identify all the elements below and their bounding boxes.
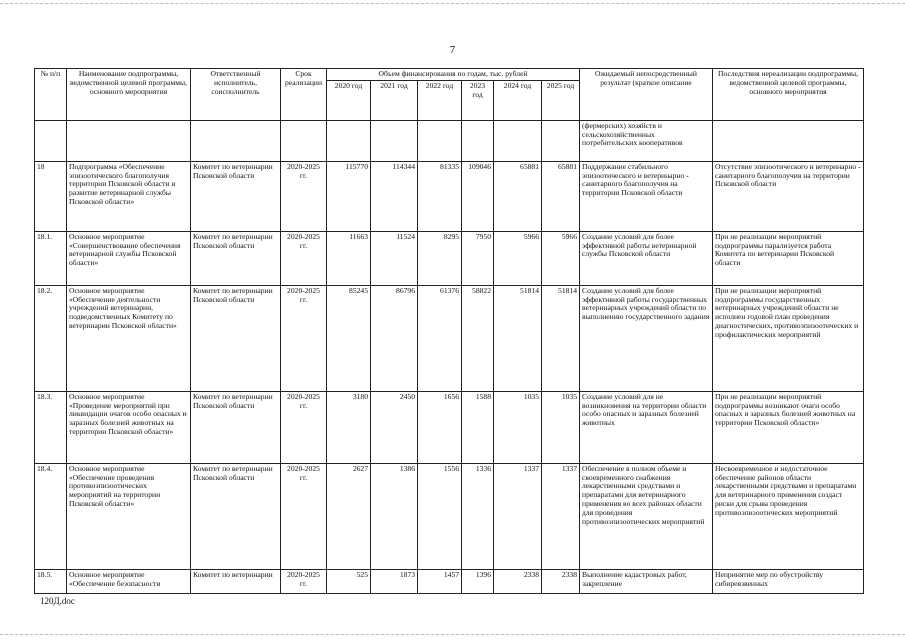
table-row-18-5 bbox=[35, 569, 864, 593]
header-year-2023: 2023 год bbox=[462, 80, 494, 120]
cell-executor: Комитет по ветеринарии Псковской области bbox=[191, 391, 281, 463]
cell-executor: Комитет по ветеринарии bbox=[191, 569, 281, 593]
cell-consequences bbox=[713, 120, 864, 161]
cell-value-2020: 85245 bbox=[327, 285, 371, 391]
cell-term: 2020-2025 гг. bbox=[281, 463, 327, 569]
cell-value-2023: 1336 bbox=[462, 463, 494, 569]
cell-term: 2020-2025 гг. bbox=[281, 391, 327, 463]
cell-consequences: При не реализации мероприятий подпрограммы парализуется работа Комитета по ветеринарии Псковской области bbox=[713, 231, 864, 285]
cell-term: 2020-2025 гг. bbox=[281, 569, 327, 593]
cell-name: Основное мероприятие «Проведение мероприятий при ликвидации очагов особо опасных и заразных болезней животных на территории Псковской области» bbox=[67, 391, 191, 463]
cell-num: 18.3. bbox=[35, 391, 67, 463]
cell-value-2025 bbox=[542, 120, 580, 161]
table-row-continuation bbox=[35, 120, 864, 161]
table-row-18-3 bbox=[35, 391, 864, 463]
cell-num: 18.4. bbox=[35, 463, 67, 569]
header-name: Наименование подпрограммы, ведомственной целевой программы, основного мероприятия bbox=[67, 69, 191, 121]
scan-edge-top bbox=[0, 3, 905, 5]
header-num: № п/п bbox=[35, 69, 67, 121]
cell-value-2025: 2338 bbox=[542, 569, 580, 593]
cell-value-2022: 8295 bbox=[418, 231, 462, 285]
cell-value-2024: 65881 bbox=[494, 161, 542, 231]
header-executor: Ответственный исполнитель, соисполнитель bbox=[191, 69, 281, 121]
cell-value-2023: 1588 bbox=[462, 391, 494, 463]
cell-num: 18.1. bbox=[35, 231, 67, 285]
cell-term bbox=[281, 120, 327, 161]
cell-result: Создание условий для более эффективной работы ветеринарной службы Псковской области bbox=[580, 231, 713, 285]
cell-value-2023: 7950 bbox=[462, 231, 494, 285]
cell-name: Основное мероприятие «Совершенствование обеспечения ветеринарной службы Псковской области» bbox=[67, 231, 191, 285]
cell-value-2023: 109046 bbox=[462, 161, 494, 231]
cell-name: Основное мероприятие «Обеспечение проведения противоэпизоотических мероприятий на территории Псковской области» bbox=[67, 463, 191, 569]
header-year-2025: 2025 год bbox=[542, 80, 580, 120]
cell-executor: Комитет по ветеринарии Псковской области bbox=[191, 231, 281, 285]
cell-name: Основное мероприятие «Обеспечение деятельности учреждений ветеринарии, подведомственных Комитету по ветеринарии Псковской области» bbox=[67, 285, 191, 391]
cell-value-2022: 1556 bbox=[418, 463, 462, 569]
cell-value-2024: 1337 bbox=[494, 463, 542, 569]
cell-value-2023 bbox=[462, 120, 494, 161]
cell-executor: Комитет по ветеринарии Псковской области bbox=[191, 463, 281, 569]
cell-name: Основное мероприятие «Обеспечение безопасности bbox=[67, 569, 191, 593]
cell-value-2022: 1457 bbox=[418, 569, 462, 593]
cell-result: Создание условий для более эффективной работы государственных ветеринарных учреждений области по выполнению государственного задания bbox=[580, 285, 713, 391]
cell-value-2022: 81335 bbox=[418, 161, 462, 231]
header-funding: Объем финансирования по годам, тыс. рублей bbox=[327, 69, 580, 81]
cell-value-2021: 2450 bbox=[371, 391, 418, 463]
cell-value-2023: 58822 bbox=[462, 285, 494, 391]
cell-term: 2020-2025 гг. bbox=[281, 161, 327, 231]
scan-edge-bottom bbox=[0, 634, 905, 636]
header-year-2024: 2024 год bbox=[494, 80, 542, 120]
cell-value-2024: 5966 bbox=[494, 231, 542, 285]
cell-value-2024 bbox=[494, 120, 542, 161]
cell-executor: Комитет по ветеринарии Псковской области bbox=[191, 161, 281, 231]
cell-term: 2020-2025 гг. bbox=[281, 285, 327, 391]
cell-result: Создание условий для не возникновения на территории области особо опасных и заразных болезней животных bbox=[580, 391, 713, 463]
cell-value-2025: 1035 bbox=[542, 391, 580, 463]
cell-result: Выполнение кадастровых работ, закрепление bbox=[580, 569, 713, 593]
header-year-2022: 2022 год bbox=[418, 80, 462, 120]
table-row-18 bbox=[35, 161, 864, 231]
cell-consequences: Отсутствие эпизоотического и ветеринарно - санитарного благополучия на территории Псковской области bbox=[713, 161, 864, 231]
cell-value-2020 bbox=[327, 120, 371, 161]
cell-value-2020: 525 bbox=[327, 569, 371, 593]
cell-value-2021: 114344 bbox=[371, 161, 418, 231]
cell-value-2020: 2627 bbox=[327, 463, 371, 569]
cell-name bbox=[67, 120, 191, 161]
header-consequences: Последствия нереализации подпрограммы, ведомственной целевой программы, основного мероприятия bbox=[713, 69, 864, 121]
footer-file-name: 120Д.doc bbox=[40, 596, 75, 606]
cell-value-2025: 65881 bbox=[542, 161, 580, 231]
cell-value-2024: 1035 bbox=[494, 391, 542, 463]
table-row-18-4 bbox=[35, 463, 864, 569]
cell-result: Обеспечение в полном объеме и своевременного снабжения лекарственными средствами и препаратами для ветеринарного применения во всех районах области для проведения противоэпизоотических мероприятий bbox=[580, 463, 713, 569]
header-year-2021: 2021 год bbox=[371, 80, 418, 120]
cell-num: 18.2. bbox=[35, 285, 67, 391]
cell-value-2022: 61376 bbox=[418, 285, 462, 391]
cell-value-2021: 1873 bbox=[371, 569, 418, 593]
cell-consequences: При не реализации мероприятий подпрограммы государственных ветеринарных учреждений области не исполнен годовой план проведения диагностических, противоэпизоотических и профилактических мероприятий bbox=[713, 285, 864, 391]
cell-executor bbox=[191, 120, 281, 161]
cell-consequences: Несвоевременное и недостаточное обеспечение районов области лекарственными средствами и препаратами для ветеринарного применения создаст риски для срыва проведения противоэпизоотических мероприятий bbox=[713, 463, 864, 569]
cell-value-2025: 1337 bbox=[542, 463, 580, 569]
cell-consequences: Непринятие мер по обустройству сибиреязвенных bbox=[713, 569, 864, 593]
cell-num: 18.5. bbox=[35, 569, 67, 593]
cell-name: Подпрограмма «Обеспечение эпизоотического благополучия территории Псковской области и развитие ветеринарной службы Псковской области» bbox=[67, 161, 191, 231]
cell-value-2024: 51814 bbox=[494, 285, 542, 391]
cell-value-2025: 51814 bbox=[542, 285, 580, 391]
cell-consequences: При не реализации мероприятий подпрограммы возникают очаги особо опасных и заразных болезней животных на территории Псковской области» bbox=[713, 391, 864, 463]
header-year-2020: 2020 год bbox=[327, 80, 371, 120]
cell-value-2020: 115770 bbox=[327, 161, 371, 231]
table-row-18-2 bbox=[35, 285, 864, 391]
cell-value-2021: 11524 bbox=[371, 231, 418, 285]
cell-value-2020: 11663 bbox=[327, 231, 371, 285]
cell-result: (фермерских) хозяйств и сельскохозяйственных потребительских кооперативов bbox=[580, 120, 713, 161]
header-row-top bbox=[35, 69, 864, 81]
page-number: 7 bbox=[449, 44, 456, 56]
cell-value-2021 bbox=[371, 120, 418, 161]
cell-value-2022: 1656 bbox=[418, 391, 462, 463]
cell-result: Поддержание стабильного эпизоотического и ветеринарно - санитарного благополучия на территории Псковской области bbox=[580, 161, 713, 231]
cell-value-2022 bbox=[418, 120, 462, 161]
program-table bbox=[34, 68, 864, 594]
cell-value-2025: 5966 bbox=[542, 231, 580, 285]
cell-value-2024: 2338 bbox=[494, 569, 542, 593]
cell-value-2023: 1396 bbox=[462, 569, 494, 593]
table-row-18-1 bbox=[35, 231, 864, 285]
cell-value-2020: 3180 bbox=[327, 391, 371, 463]
cell-executor: Комитет по ветеринарии Псковской области bbox=[191, 285, 281, 391]
header-result: Ожидаемый непосредственный результат (краткое описание bbox=[580, 69, 713, 121]
header-term: Срок реализации bbox=[281, 69, 327, 121]
cell-term: 2020-2025 гг. bbox=[281, 231, 327, 285]
cell-value-2021: 86796 bbox=[371, 285, 418, 391]
cell-num bbox=[35, 120, 67, 161]
cell-num: 18 bbox=[35, 161, 67, 231]
cell-value-2021: 1386 bbox=[371, 463, 418, 569]
